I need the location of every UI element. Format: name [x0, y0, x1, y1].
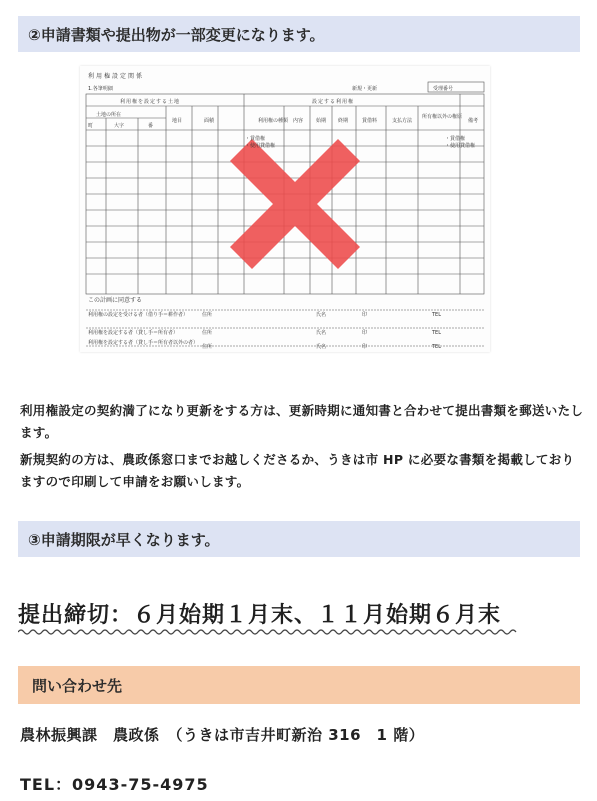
- form-col-right-note: 所有権以外の権原: [422, 114, 463, 120]
- form-col-remarks: 備考: [468, 118, 479, 124]
- form-option-a-right: ・賃借権: [445, 136, 466, 142]
- form-col-area: 面積: [204, 118, 215, 124]
- form-option-a: ・賃借権: [245, 136, 266, 142]
- deadline-text: 提出締切：６月始期１月末、１１月始期６月末: [18, 603, 502, 628]
- form-reception-no: 受理番号: [433, 86, 454, 92]
- form-seal-3: 印: [362, 344, 368, 350]
- section-heading-3: [18, 521, 580, 557]
- form-col-ban: 番: [148, 123, 154, 129]
- paragraph-new-contract: 新規契約の方は、農政係窓口までお越しくださるか、うきは市 HP に必要な書類を掲載しておりますので印刷して申請をお願いします。: [20, 452, 575, 489]
- contact-phone: TEL：0943-75-4975: [20, 775, 209, 794]
- form-consent-row2: 利用権を設定する者（貸し手＝所有者）: [88, 330, 179, 336]
- form-col-start: 始期: [316, 118, 327, 124]
- form-new-renew: 新規・更新: [352, 86, 378, 92]
- form-name-1: 氏名: [316, 312, 327, 318]
- form-consent-title: この計画に同意する: [88, 297, 143, 304]
- form-seal-1: 印: [362, 312, 368, 318]
- form-address-3: 住所: [202, 344, 213, 350]
- inquiry-heading: [18, 666, 580, 704]
- form-header-left: 利用権を設定する土地: [120, 99, 181, 105]
- paragraph-renewal: 利用権設定の契約満了になり更新をする方は、更新時期に通知書と合わせて提出書類を郵送いたします。: [20, 403, 584, 440]
- form-option-b: ・使用貸借権: [245, 143, 276, 149]
- form-subtitle: 1.各筆明細: [88, 86, 113, 92]
- form-tel-2: TEL: [432, 330, 441, 336]
- form-consent-row1: 利用権の設定を受ける者（借り手＝耕作者）: [88, 312, 189, 318]
- form-col-aza: 大字: [114, 123, 125, 129]
- form-grid: [80, 66, 490, 352]
- form-name-2: 氏名: [316, 330, 327, 336]
- form-address-2: 住所: [202, 330, 213, 336]
- form-seal-2: 印: [362, 330, 368, 336]
- form-col-town: 町: [88, 123, 94, 129]
- form-title: 利用権設定関係: [88, 73, 145, 80]
- section-heading-2: [18, 16, 580, 52]
- form-tel-3: TEL: [432, 344, 441, 350]
- form-col-location: 土地の所在: [96, 112, 122, 118]
- form-page: [80, 66, 490, 352]
- form-image: [70, 62, 498, 358]
- cross-mark: [230, 139, 360, 269]
- form-address-1: 住所: [202, 312, 213, 318]
- form-col-kind: 利用権の種類: [258, 118, 289, 124]
- form-tel-1: TEL: [432, 312, 441, 318]
- form-col-chimoku: 地目: [172, 118, 183, 124]
- contact-address: 農林振興課 農政係 （うきは市吉井町新治 316 1 階）: [20, 726, 425, 744]
- form-col-payment: 支払方法: [392, 118, 413, 124]
- form-option-b-right: ・使用貸借権: [445, 143, 476, 149]
- form-col-rent: 賃借料: [362, 118, 378, 124]
- form-col-end: 終期: [338, 118, 349, 124]
- form-col-content: 内容: [293, 118, 304, 124]
- form-header-right: 設定する利用権: [312, 99, 355, 105]
- section-heading-2-text: ②申請書類や提出物が一部変更になります。: [28, 25, 325, 44]
- deadline-wavy-underline: [18, 628, 528, 636]
- inquiry-heading-text: 問い合わせ先: [32, 676, 123, 695]
- form-consent-row3: 利用権を設定する者（貸し手＝所有者以外の者）: [88, 340, 199, 346]
- form-name-3: 氏名: [316, 344, 327, 350]
- section-heading-3-text: ③申請期限が早くなります。: [28, 530, 220, 549]
